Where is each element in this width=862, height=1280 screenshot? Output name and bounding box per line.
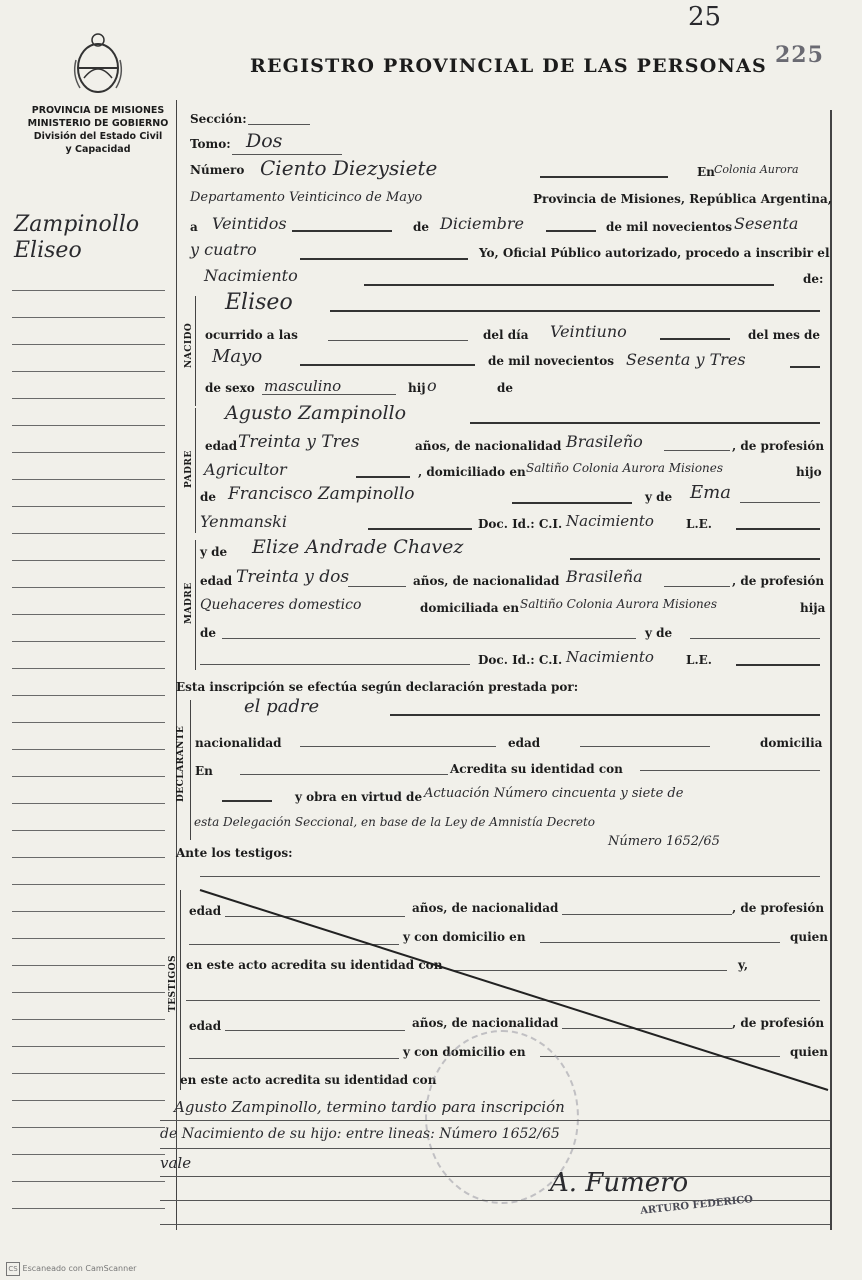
signature: A. Fumero	[550, 1168, 689, 1198]
oficial-label: Yo, Oficial Público autorizado, procedo a inscribir el	[479, 246, 830, 260]
acto-value: Nacimiento	[204, 266, 298, 285]
dia-value: Veintidos	[212, 214, 287, 233]
margin-given-name: Eliseo	[14, 238, 82, 263]
testigo1-dom-label: y con domicilio en	[403, 930, 526, 944]
padre-dom-label: , domiciliado en	[418, 465, 526, 479]
de-label: de	[413, 220, 430, 234]
madre-nombre-value: Elize Andrade Chavez	[252, 536, 464, 558]
hij-label: hij	[408, 381, 426, 395]
testigo2-prof-label: , de profesión	[732, 1016, 825, 1030]
testigo2-dom-label: y con domicilio en	[403, 1045, 526, 1059]
obra-value-3: Número 1652/65	[608, 834, 720, 849]
padre-dom-value: Saltiño Colonia Aurora Misiones	[526, 461, 724, 475]
abuela-value-b: Yenmanski	[200, 512, 287, 531]
a-label: a	[190, 220, 198, 234]
del-mes-label: del mes de	[748, 328, 821, 342]
de-colon-label: de:	[803, 272, 824, 286]
signature-stamp: ARTURO FEDERICO	[639, 1194, 754, 1217]
document-title: REGISTRO PROVINCIAL DE LAS PERSONAS	[250, 55, 767, 77]
madre-edad-value: Treinta y dos	[236, 567, 350, 587]
nota-line	[160, 1148, 830, 1149]
madre-nac-label: años, de nacionalidad	[413, 574, 560, 588]
acredita-label: Acredita su identidad con	[450, 762, 623, 776]
madre-dom-label: domiciliada en	[420, 601, 520, 615]
departamento-value: Departamento Veinticinco de Mayo	[190, 190, 423, 205]
margin-header-line: PROVINCIA DE MISIONES	[31, 105, 165, 116]
numero-value: Ciento Diezysiete	[260, 156, 438, 180]
madre-de-label: de	[200, 626, 217, 640]
testigo1-acredita-label: en este acto acredita su identidad con	[186, 958, 443, 972]
obra-value-1: Actuación Número cincuenta y siete de	[424, 786, 684, 801]
padre-doc-label: Doc. Id.: C.I.	[478, 517, 563, 531]
tomo-value: Dos	[246, 130, 283, 152]
padre-nac-value: Brasileño	[566, 432, 643, 451]
madre-prof-value: Quehaceres domestico	[200, 597, 362, 613]
testigo2-edad-label: edad	[189, 1019, 222, 1033]
anio-value-2: y cuatro	[190, 240, 257, 259]
declarante-value: el padre	[244, 696, 320, 717]
nota-line	[160, 1120, 830, 1121]
en-label: En	[697, 165, 715, 179]
provincia-label: Provincia de Misiones, República Argentina,	[533, 192, 832, 206]
seccion-label: Sección:	[190, 112, 247, 126]
hij-suffix-value: o	[427, 376, 437, 395]
madre-edad-label: edad	[200, 574, 233, 588]
abuela-value-a: Ema	[690, 482, 731, 503]
obra-label: y obra en virtud de	[295, 790, 423, 804]
nota-line-1: Agusto Zampinollo, termino tardio para inscripción	[174, 1098, 565, 1116]
padre-edad-label: edad	[205, 439, 238, 453]
madre-nac-value: Brasileña	[566, 567, 643, 586]
padre-prof-label: , de profesión	[732, 439, 825, 453]
declarante-nac-label: nacionalidad	[195, 736, 282, 750]
numero-label: Número	[190, 163, 245, 177]
padre-le-label: L.E.	[686, 517, 712, 531]
padre-edad-value: Treinta y Tres	[238, 432, 360, 452]
anio-value-1: Sesenta	[734, 214, 799, 233]
declarante-en-label: En	[195, 764, 213, 778]
madre-dom-value: Saltiño Colonia Aurora Misiones	[520, 597, 718, 611]
nota-line	[160, 1176, 830, 1177]
de-2-label: de	[497, 381, 514, 395]
scanner-footer	[6, 1262, 136, 1276]
testigos-label: Ante los testigos:	[176, 846, 293, 860]
camscanner-icon: CS	[6, 1262, 20, 1276]
mes-nac-value: Mayo	[212, 346, 263, 367]
nota-line-2: de Nacimiento de su hijo: entre lineas: Número 1652/65	[160, 1126, 560, 1142]
de-mil-label: de mil novecientos	[606, 220, 733, 234]
side-label-testigos: TESTIGOS	[168, 955, 178, 1012]
abuelo-value: Francisco Zampinollo	[228, 484, 415, 504]
margin-header-line: MINISTERIO DE GOBIERNO	[27, 118, 169, 129]
madre-y-de-label: y de	[200, 545, 228, 559]
dia-nac-value: Veintiuno	[550, 322, 627, 341]
obra-value-2: esta Delegación Seccional, en base de la Ley de Amnistía Decreto	[194, 815, 595, 829]
ocurrido-label: ocurrido a las	[205, 328, 298, 342]
page-number: 25	[688, 2, 722, 32]
hija-label: hija	[800, 601, 826, 615]
madre-doc-label: Doc. Id.: C.I.	[478, 653, 563, 667]
side-label-declarante: DECLARANTE	[176, 725, 186, 802]
madre-doc-value: Nacimiento	[566, 648, 654, 666]
padre-nombre-value: Agusto Zampinollo	[225, 402, 407, 424]
testigo2-nac-label: años, de nacionalidad	[412, 1016, 559, 1030]
margin-header-line: División del Estado Civil	[33, 131, 163, 142]
tomo-label: Tomo:	[190, 137, 231, 151]
testigo1-nac-label: años, de nacionalidad	[412, 901, 559, 915]
abuela-y-de-label: y de	[645, 490, 673, 504]
en-value: Colonia Aurora	[714, 163, 799, 176]
scanner-footer-text: Escaneado con CamScanner	[22, 1264, 137, 1273]
anio-nac-value: Sesenta y Tres	[626, 350, 746, 369]
margin-surname: Zampinollo	[14, 212, 140, 237]
declarante-dom-label: domicilia	[760, 736, 823, 750]
testigo1-y-label: y,	[738, 958, 749, 972]
hijo-label: hijo	[796, 465, 822, 479]
testigo1-quien-label: quien	[790, 930, 829, 944]
declaracion-label: Esta inscripción se efectúa según declaración prestada por:	[176, 680, 579, 694]
testigo2-quien-label: quien	[790, 1045, 829, 1059]
declarante-edad-label: edad	[508, 736, 541, 750]
sexo-label: de sexo	[205, 381, 255, 395]
testigo1-prof-label: , de profesión	[732, 901, 825, 915]
padre-prof-value: Agricultor	[204, 460, 287, 479]
madre-y-de-2-label: y de	[645, 626, 673, 640]
padre-doc-value: Nacimiento	[566, 512, 654, 530]
nombre-value: Eliseo	[225, 290, 293, 315]
margin-header-line: y Capacidad	[65, 144, 131, 155]
madre-le-label: L.E.	[686, 653, 712, 667]
madre-prof-label: , de profesión	[732, 574, 825, 588]
padre-nac-label: años, de nacionalidad	[415, 439, 562, 453]
mes-value: Diciembre	[440, 214, 525, 233]
side-label-padre: PADRE	[184, 450, 194, 488]
sexo-value: masculino	[264, 377, 342, 395]
nota-line	[160, 1224, 830, 1225]
nota-line-3: vale	[160, 1154, 192, 1172]
testigo2-acredita-label: en este acto acredita su identidad con	[180, 1073, 437, 1087]
side-label-nacido: NACIDO	[184, 322, 194, 368]
stamped-number: 225	[775, 42, 824, 68]
de-mil-2-label: de mil novecientos	[488, 354, 615, 368]
abuelo-de-label: de	[200, 490, 217, 504]
del-dia-label: del día	[483, 328, 529, 342]
testigo1-edad-label: edad	[189, 904, 222, 918]
side-label-madre: MADRE	[184, 582, 194, 624]
